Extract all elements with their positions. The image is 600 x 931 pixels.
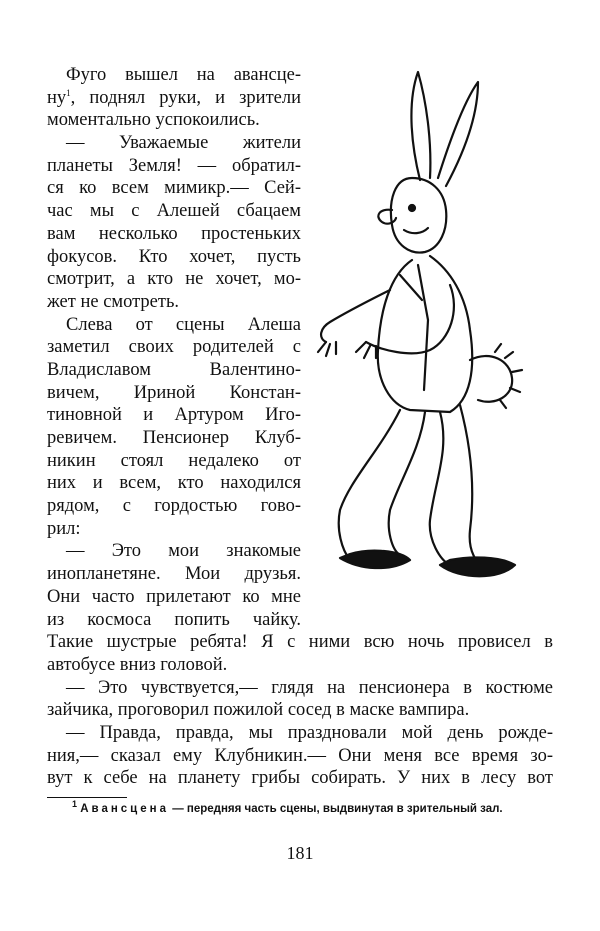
text-line: фокусов. Кто хочет, пусть [47, 246, 301, 267]
footnote-term: Авансцена [80, 803, 169, 815]
text-line: вичем, Ириной Констан- [47, 382, 301, 403]
text-line: вут к себе на планету грибы собирать. У них в лесу вот [47, 768, 553, 789]
text-line: тиновной и Артуром Иго- [47, 405, 301, 426]
text-line: Слева от сцены Алеша [66, 314, 301, 335]
text-line: моментально успокоились. [47, 110, 260, 131]
text-line: — Правда, правда, мы праздновали мой день рожде- [66, 722, 553, 743]
footnote-divider [47, 797, 127, 798]
text-line: рил: [47, 518, 81, 539]
text-line: вам несколько простеньких [47, 223, 301, 244]
text-line: заметил своих родителей с [47, 337, 301, 358]
text-line: рядом, с гордостью гово- [47, 496, 301, 517]
text-line: автобусе вниз головой. [47, 654, 228, 675]
rabbit-costume-illustration [300, 60, 560, 600]
text-line: зайчика, проговорил пожилой сосед в маске вампира. [47, 700, 470, 721]
footnote-ref[interactable]: 1 [66, 87, 71, 98]
text-fragment: ну [47, 87, 67, 108]
text-line: Владиславом Валентино- [47, 359, 301, 380]
text-line: инопланетяне. Мои друзья. [47, 564, 301, 585]
text-line: планеты Земля! — обратил- [47, 155, 301, 176]
text-line: Фуго вышел на авансце- [66, 65, 301, 85]
text-line: ревичем. Пенсионер Клуб- [47, 428, 301, 448]
text-line: — Это чувствуется,— глядя на пенсионера в костюме [66, 677, 553, 698]
text-line: смотрит, а кто не хочет, мо- [47, 269, 301, 290]
text-line: ся ко всем мимикр.— Сей- [47, 178, 301, 199]
text-line: — Это мои знакомые [66, 541, 301, 562]
text-line: — Уважаемые жители [66, 133, 301, 154]
text-line [47, 87, 301, 110]
text-line: жет не смотреть. [47, 291, 180, 312]
page-number: 181 [286, 843, 314, 863]
text-fragment: , поднял руки, и зрители [70, 87, 301, 108]
text-line: Такие шустрые ребята! Я с ними всю ночь провисел в [47, 632, 553, 653]
footnote-text: — передняя часть сцены, выдвинутая в зрительный зал. [169, 803, 503, 815]
footnote-mark: 1 [72, 799, 78, 810]
text-line: Они часто прилетают ко мне [47, 586, 301, 607]
text-line: них и всем, кто находился [47, 473, 301, 494]
footnote [72, 799, 503, 815]
text-line: никин стоял недалеко от [47, 450, 301, 471]
text-line: из космоса попить чайку. [47, 609, 301, 630]
text-line: час мы с Алешей сбацаем [47, 201, 301, 222]
text-line: ния,— сказал ему Клубникин.— Они меня все время зо- [47, 745, 553, 766]
